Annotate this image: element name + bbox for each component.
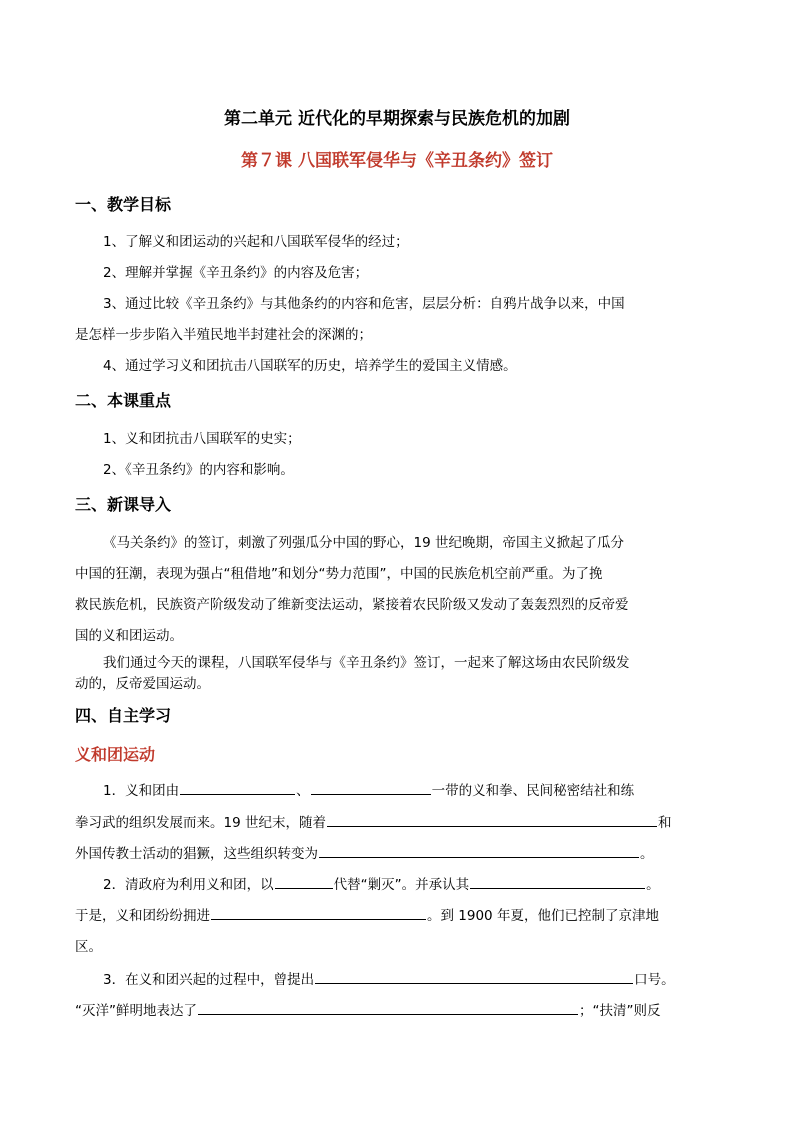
subsection-boxer-movement: 义和团运动 [75,745,156,764]
question-2-line-3: 区。 [75,939,102,955]
intro-paragraph-line: 国的义和团运动。 [75,628,183,644]
answer-blank[interactable] [275,874,333,889]
answer-blank[interactable] [470,874,645,889]
objective-item-continued: 是怎样一步步陷入半殖民地半封建社会的深渊的； [75,327,372,343]
section-intro-heading: 三、新课导入 [75,495,172,514]
objective-item: 1、了解义和团运动的兴起和八国联军侵华的经过； [103,234,409,250]
answer-blank[interactable] [315,969,633,984]
objective-item: 3、通过比较《辛丑条约》与其他条约的内容和危害，层层分析：自鸦片战争以来，中国 [103,296,625,312]
question-1-line-1: 1．义和团由 、 一带的义和拳、民间秘密结社和练 [103,779,634,799]
intro-paragraph-line: 救民族危机，民族资产阶级发动了维新变法运动，紧接着农民阶级又发动了轰轰烈烈的反帝爱 [75,597,629,613]
intro-paragraph-line: 《马关条约》的签订，刺激了列强瓜分中国的野心，19 世纪晚期，帝国主义掀起了瓜分 [103,535,624,551]
objective-item: 4、通过学习义和团抗击八国联军的历史，培养学生的爱国主义情感。 [103,358,517,374]
question-3-line-1: 3．在义和团兴起的过程中，曾提出 口号。 [103,968,675,988]
key-point-item: 1、义和团抗击八国联军的史实； [103,431,301,447]
intro-paragraph-line: 动的，反帝爱国运动。 [75,676,210,692]
question-2-line-1: 2．清政府为利用义和团，以 代替“剿灭”。并承认其 。 [103,873,660,893]
answer-blank[interactable] [311,780,431,795]
answer-blank[interactable] [198,1000,578,1015]
intro-paragraph-line: 我们通过今天的课程，八国联军侵华与《辛丑条约》签订，一起来了解这场由农民阶级发 [103,655,630,671]
question-3-line-2: “灭洋”鲜明地表达了 ；“扶清”则反 [75,999,661,1019]
answer-blank[interactable] [180,780,295,795]
section-self-study-heading: 四、自主学习 [75,706,172,725]
question-1-line-3: 外国传教士活动的猖獗，这些组织转变为 。 [75,842,654,862]
unit-title: 第二单元 近代化的早期探索与民族危机的加剧 [224,109,570,129]
key-point-item: 2、《辛丑条约》的内容和影响。 [103,462,294,478]
section-objectives-heading: 一、教学目标 [75,195,172,214]
question-2-line-2: 于是，义和团纷纷拥进 。到 1900 年夏，他们已控制了京津地 [75,904,659,924]
lesson-title: 第７课 八国联军侵华与《辛丑条约》签订 [241,151,553,171]
section-key-points-heading: 二、本课重点 [75,391,172,410]
objective-item: 2、理解并掌握《辛丑条约》的内容及危害； [103,265,369,281]
answer-blank[interactable] [327,812,657,827]
answer-blank[interactable] [319,843,639,858]
intro-paragraph-line: 中国的狂潮，表现为强占“租借地”和划分“势力范围”，中国的民族危机空前严重。为了挽 [75,566,603,582]
answer-blank[interactable] [211,905,426,920]
question-1-line-2: 拳习武的组织发展而来。19 世纪末，随着 和 [75,811,671,831]
